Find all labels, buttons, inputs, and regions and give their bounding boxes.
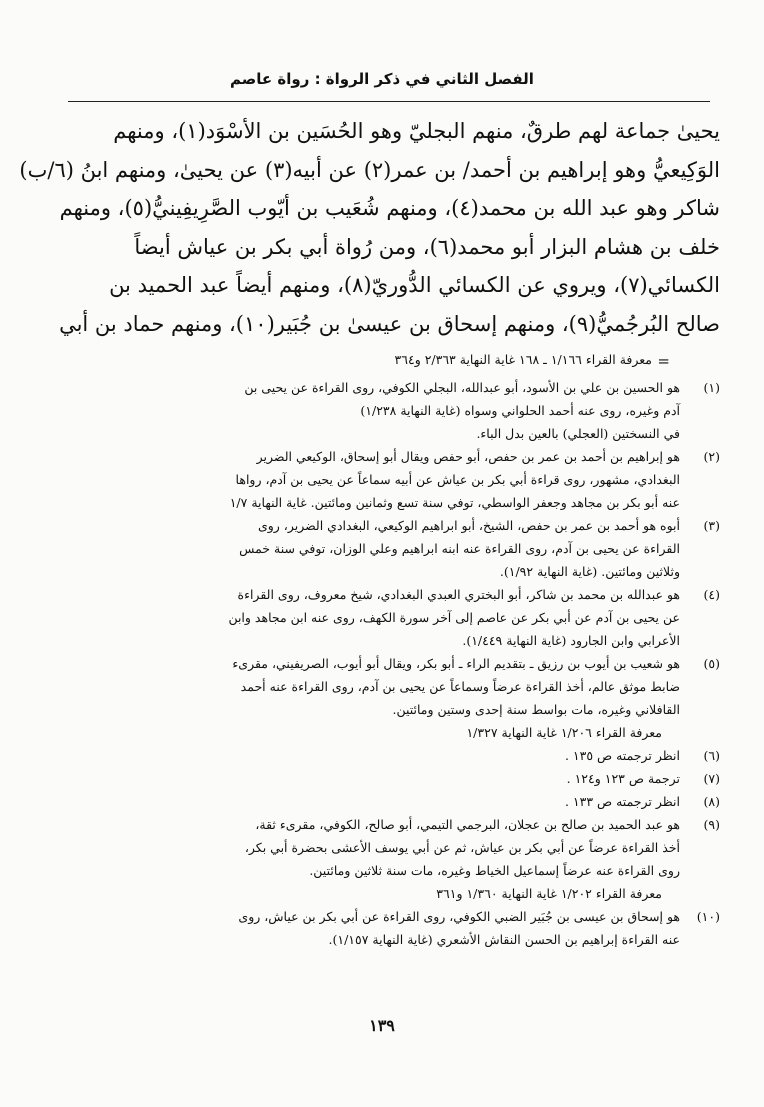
- footnote: [56, 583, 720, 652]
- footnote-number: (٣): [703, 518, 720, 533]
- footnote-continuation-text: معرفة القراء ١/١٦٦ ـ ١٦٨ غاية النهاية ٢/٣٦٣ و٣٦٤: [394, 352, 652, 367]
- body-line: خلف بن هشام البزار أبو محمد(٦)، ومن رُواة أبي بكر بن عياش أيضاً: [134, 234, 720, 259]
- footnote-line: هو عبدالله بن محمد بن شاكر، أبو البختري العبدي البغدادي، شيخ معروف، روى القراءة: [237, 587, 680, 602]
- footnote: [56, 514, 720, 583]
- main-body-text: [19, 112, 720, 343]
- footnote-line: انظر ترجمته ص ١٣٣ .: [564, 794, 680, 809]
- footnote-line: انظر ترجمته ص ١٣٥ .: [564, 748, 680, 763]
- footnote-reference: معرفة القراء ١/٢٠٢ غاية النهاية ١/٣٦٠ و٣٦١: [436, 886, 662, 901]
- footnote-number: (٦): [703, 748, 720, 763]
- footnote-line: هو الحسين بن علي بن الأسود، أبو عبدالله، البجلي الكوفي، روى القراءة عن يحيى بن: [244, 380, 680, 395]
- footnote-line: القافلاني وغيره، مات بواسط سنة إحدى وستين ومائتين.: [392, 702, 680, 717]
- footnote-line: عنه أبو بكر بن مجاهد وجعفر الواسطي، توفي سنة تسع وثمانين ومائتين. غاية النهاية ١/٧: [229, 495, 680, 510]
- body-line: الوَكِيعيُّ وهو إبراهيم بن أحمد/ بن عمر(٢) عن أبيه(٣) عن يحيىٰ، ومنهم ابنُ (٦/ب): [19, 157, 720, 182]
- footnote-line: هو عبد الحميد بن صالح بن عجلان، البرجمي التيمي، أبو صالح، الكوفي، مقرىء ثقة،: [255, 817, 680, 832]
- footnote-line: آدم وغيره، روى عنه أحمد الحلواني وسواه (غاية النهاية ١/٢٣٨): [360, 403, 680, 418]
- header-divider: [68, 101, 710, 102]
- footnote-line: ترجمة ص ١٢٣ و١٢٤ .: [566, 771, 680, 786]
- footnote-number: (٨): [703, 794, 720, 809]
- footnote-number: (١): [703, 380, 720, 395]
- footnote-number: (٧): [703, 771, 720, 786]
- footnote-line: عنه القراءة إبراهيم بن الحسن النقاش الأشعري (غاية النهاية ١/١٥٧).: [328, 932, 680, 947]
- footnote-line: روى القراءة عنه عرضاً إسماعيل الخياط وغيره، مات سنة ثلاثين ومائتين.: [309, 863, 680, 878]
- footnote-line: هو إسحاق بن عيسى بن جُبَير الضبي الكوفي، روى القراءة عن أبي بكر بن عياش، روى: [238, 909, 680, 924]
- footnote: [56, 905, 720, 951]
- footnotes-section: [56, 376, 720, 951]
- body-line: شاكر وهو عبد الله بن محمد(٤)، ومنهم شُعَيب بن أيّوب الصَّرِيفِينيُّ(٥)، ومنهم: [59, 196, 720, 220]
- body-line: الكسائي(٧)، ويروي عن الكسائي الدُّوريّ(٨)، ومنهم أيضاً عبد الحميد بن: [109, 273, 720, 297]
- body-line: يحيىٰ جماعة لهم طرقٌ، منهم البجليّ وهو الحُسَين بن الأسْوَد(١)، ومنهم: [113, 119, 720, 143]
- footnote-number: (١٠): [696, 909, 720, 924]
- body-line: صالح البُرجُميُّ(٩)، ومنهم إسحاق بن عيسىٰ بن جُبَير(١٠)، ومنهم حماد بن أبي: [59, 311, 720, 336]
- running-header: الفصل الثاني في ذكر الرواة : رواة عاصم: [230, 70, 534, 88]
- footnote-line: هو إبراهيم بن أحمد بن عمر بن حفص، أبو حفص ويقال أبو إسحاق، الوكيعي الضرير: [256, 449, 680, 464]
- footnote-line: القراءة عن يحيى بن آدم، روى القراءة عنه ابنه ابراهيم وعلي الوزان، توفي سنة خمس: [239, 541, 680, 556]
- footnote: [56, 767, 720, 790]
- footnote-line: وثلاثين ومائتين. (غاية النهاية ١/٩٢).: [499, 564, 680, 579]
- footnote: [56, 813, 720, 905]
- footnote-line: أخذ القراءة عرضاً عن أبي بكر بن عياش، ثم عن أبي يوسف الأعشى بحضرة أبي بكر،: [244, 840, 680, 855]
- footnote-number: (٤): [703, 587, 720, 602]
- footnote-number: (٥): [703, 656, 720, 671]
- footnote-line: في النسختين (العجلي) بالعين بدل الباء.: [476, 426, 680, 441]
- footnote: [56, 376, 720, 445]
- footnote-number: (٢): [703, 449, 720, 464]
- footnote-line: أبوه هو أحمد بن عمر بن حفص، الشيخ، أبو ابراهيم الوكيعي، البغدادي الضرير، روى: [257, 518, 680, 533]
- footnote-line: هو شعيب بن أيوب بن رزيق ـ بتقديم الراء ـ أبو بكر، ويقال أبو أيوب، الصريفيني، مقرىء: [232, 656, 680, 671]
- footnote-line: ضابط موثق عالم، أخذ القراءة عرضاً وسماعاً عن يحيى بن آدم، روى القراءة عنه أحمد: [240, 679, 680, 694]
- footnote: [56, 652, 720, 744]
- footnote: [56, 445, 720, 514]
- footnote: [56, 790, 720, 813]
- footnote-number: (٩): [703, 817, 720, 832]
- footnote-line: عن يحيى بن آدم عن أبي بكر عن عاصم إلى آخر سورة الكهف، روى عنه ابن مجاهد وابن: [228, 610, 680, 625]
- footnote: [56, 744, 720, 767]
- footnote-line: البغدادي، مشهور، روى قراءة أبي بكر بن عياش عن أبيه سماعاً عن يحيى بن آدم، رواها: [235, 472, 680, 487]
- page-number: ١٣٩: [369, 1016, 395, 1035]
- footnote-reference: معرفة القراء ١/٢٠٦ غاية النهاية ١/٣٢٧: [466, 725, 662, 740]
- continuation-sign: =: [657, 352, 670, 370]
- footnote-line: الأعرابي وابن الجارود (غاية النهاية ١/٤٤٩).: [462, 633, 680, 648]
